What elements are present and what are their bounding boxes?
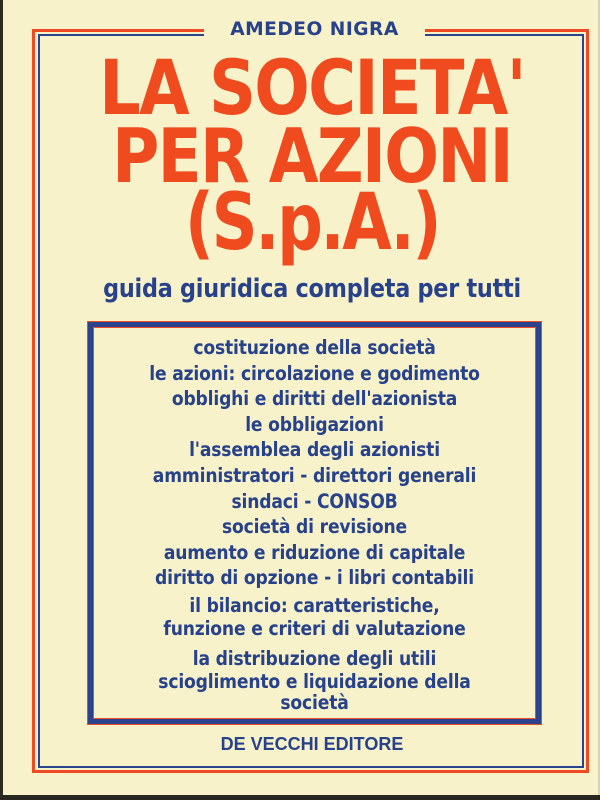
contents-item: obblighi e diritti dell'azionista: [171, 387, 458, 411]
contents-box: [87, 321, 542, 725]
contents-item: le obbligazioni: [245, 412, 384, 436]
subtitle: guida giuridica completa per tutti: [103, 274, 521, 304]
scan-edge-left: [0, 0, 3, 800]
title-line-1: LA SOCIETA': [99, 43, 525, 132]
scan-edge-bottom: [0, 795, 600, 800]
contents-item: amministratori - direttori generali: [152, 463, 477, 487]
contents-item: funzione e criteri di valutazione: [163, 616, 466, 640]
publisher-name: DE VECCHI EDITORE: [220, 734, 404, 754]
title-line-3: (S.p.A.): [184, 178, 440, 268]
author-name: AMEDEO NIGRA: [230, 18, 399, 40]
contents-item: costituzione della società: [193, 336, 436, 359]
contents-item: sindaci - CONSOB: [231, 489, 398, 513]
contents-item: il bilancio: caratteristiche,: [189, 593, 440, 617]
contents-item: società: [280, 691, 349, 715]
contents-item: la distribuzione degli utili: [192, 646, 437, 670]
contents-item: aumento e riduzione di capitale: [163, 540, 466, 564]
frame-top-line-red-right: [425, 29, 589, 32]
contents-item: scioglimento e liquidazione della: [158, 670, 471, 694]
title-line-2: PER AZIONI: [112, 112, 512, 200]
frame-top-line-blue-right: [425, 34, 584, 36]
frame-top-line-blue-left: [38, 34, 204, 36]
contents-item: diritto di opzione - i libri contabili: [155, 566, 474, 590]
contents-item: società di revisione: [222, 515, 407, 539]
contents-list: [98, 335, 531, 713]
contents-item: le azioni: circolazione e godimento: [149, 361, 480, 385]
contents-item: l'assemblea degli azionisti: [189, 438, 440, 462]
frame-top-line-red-left: [32, 29, 204, 32]
